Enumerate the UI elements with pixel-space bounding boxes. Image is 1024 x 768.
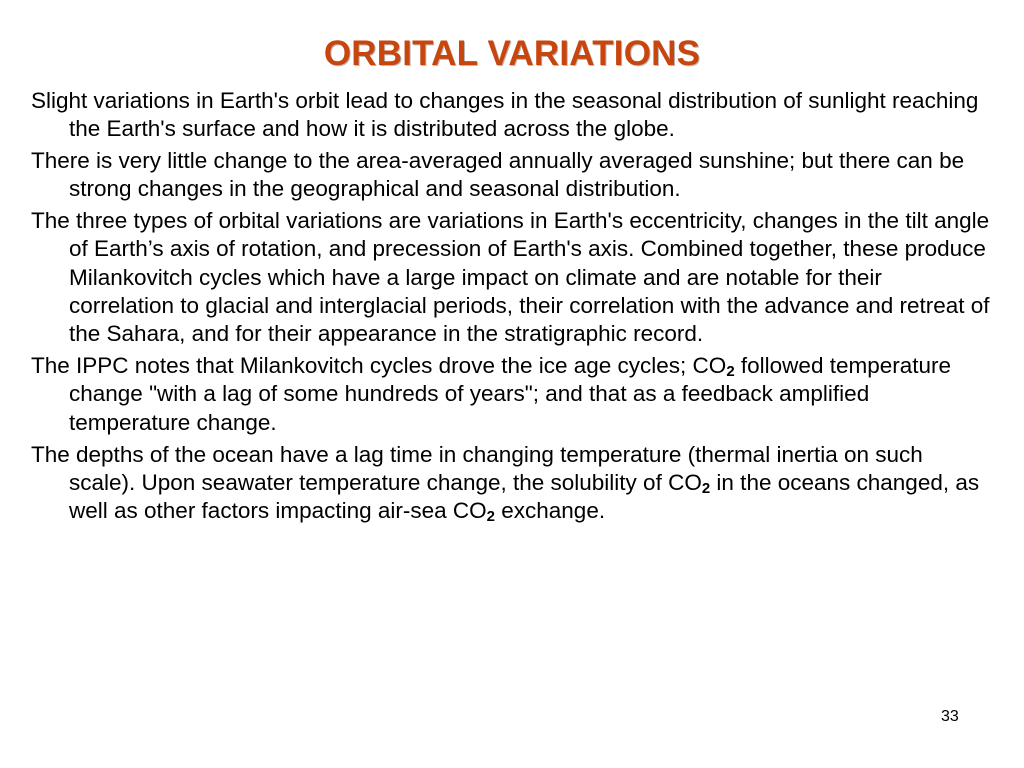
paragraph-ocean-lag bbox=[31, 441, 993, 526]
ippc-text-before: The IPPC notes that Milankovitch cycles drove the ice age cycles; CO bbox=[31, 353, 727, 379]
co2-subscript: 2 bbox=[486, 508, 495, 526]
co2-subscript: 2 bbox=[701, 479, 711, 497]
slide-body bbox=[31, 87, 993, 529]
paragraph-sunshine-distribution: There is very little change to the area-averaged annually averaged sunshine; but there can be strong changes in the geographical and seasonal distribution. bbox=[31, 148, 965, 202]
ocean-text-part3: exchange. bbox=[495, 498, 606, 524]
co2-subscript: 2 bbox=[726, 363, 735, 381]
page-number: 33 bbox=[941, 708, 959, 725]
ocean-text-part2: in the oceans changed, as well as other factors impacting air-sea CO bbox=[69, 469, 980, 524]
paragraph-ippc-note bbox=[31, 352, 993, 437]
ocean-text-part1: The depths of the ocean have a lag time in changing temperature (thermal inertia on such scale). Upon seawater temperature change, the solubility of CO bbox=[31, 441, 923, 495]
ippc-text-after: followed temperature change "with a lag of some hundreds of years"; and that as a feedback amplified temperature change. bbox=[69, 353, 952, 435]
paragraph-orbital-variation-types: The three types of orbital variations are variations in Earth's eccentricity, changes in the tilt angle of Earth’s axis of rotation, and precession of Earth's axis. Combined together, these produce Milankovitch cycles which have a large impact on climate and are notable for their correlation to glacial and interglacial periods, their correlation with the advance and retreat of the Sahara, and for their appearance in the stratigraphic record. bbox=[31, 208, 990, 347]
slide-title: ORBITAL VARIATIONS bbox=[323, 34, 701, 73]
paragraph-orbit-sunlight: Slight variations in Earth's orbit lead to changes in the seasonal distribution of sunlight reaching the Earth's surface and how it is distributed across the globe. bbox=[31, 88, 979, 142]
